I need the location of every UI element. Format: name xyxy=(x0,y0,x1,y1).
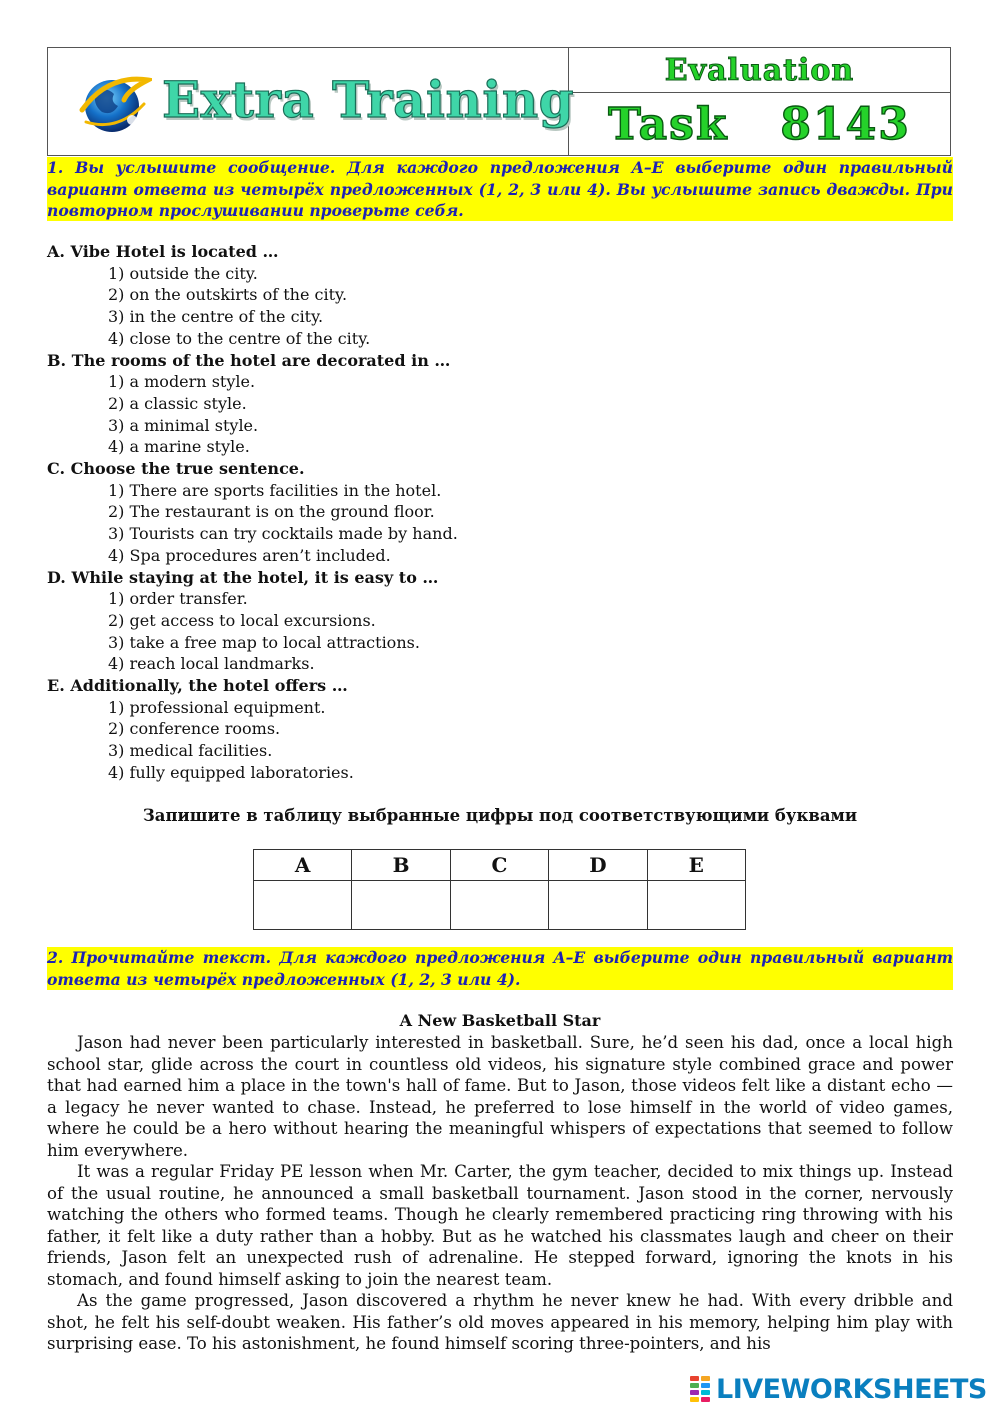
answer-header-e: E xyxy=(647,850,745,881)
story-paragraph: As the game progressed, Jason discovered a rhythm he never knew he had. With every dribble and shot, he felt his self-doubt weaken. His father’s old moves appeared in his memory, helping him play with surprising ease. To his astonishment, he found himself scoring three-pointers, and his xyxy=(47,1291,953,1353)
answer-option: 1) a modern style. xyxy=(108,372,256,392)
task-number: Task 8143 xyxy=(608,98,911,150)
story-text xyxy=(47,1032,953,1355)
answer-cell-d[interactable] xyxy=(549,881,647,930)
worksheet-header xyxy=(47,47,951,156)
evaluation-cell xyxy=(569,48,950,93)
answer-option: 3) medical facilities. xyxy=(108,741,273,761)
answer-table xyxy=(253,849,746,930)
answer-option: 2) conference rooms. xyxy=(108,719,281,739)
question-c xyxy=(47,458,747,567)
answer-cell-c[interactable] xyxy=(450,881,548,930)
question-stem: E. Additionally, the hotel offers … xyxy=(47,676,348,696)
brand-cell xyxy=(48,48,575,155)
story-paragraph: Jason had never been particularly interested in basketball. Sure, he’d seen his dad, once a local high school star, glide across the court in countless old videos, his signature style combined grace and power that had earned him a place in the town's hall of fame. But to Jason, those videos felt like a distant echo — a legacy he never wanted to chase. Instead, he preferred to lose himself in the world of video games, where he could be a hero without hearing the meaningful whispers of expectations that seemed to follow him everywhere. xyxy=(47,1033,953,1160)
answer-option: 3) a minimal style. xyxy=(108,415,259,435)
liveworksheets-icon xyxy=(690,1376,712,1402)
answer-option: 1) professional equipment. xyxy=(108,697,326,717)
answer-option: 2) on the outskirts of the city. xyxy=(108,285,348,305)
answer-cell-e[interactable] xyxy=(647,881,745,930)
answer-option: 1) There are sports facilities in the hotel. xyxy=(108,480,442,500)
story-paragraph: It was a regular Friday PE lesson when Mr. Carter, the gym teacher, decided to mix things up. Instead of the usual routine, he announced a small basketball tournament. Jason stood in the corner, nervously watching the others who formed teams. Though he clearly remembered practicing ring throwing with his father, it felt like a duty rather than a hobby. But as he watched his classmates laugh and cheer on their friends, Jason felt an unexpected rush of adrenaline. He stepped forward, ignoring the knots in his stomach, and found himself asking to join the nearest team. xyxy=(47,1162,953,1289)
question-stem: C. Choose the true sentence. xyxy=(47,459,305,479)
question-stem: D. While staying at the hotel, it is easy to … xyxy=(47,567,439,587)
answer-option: 2) get access to local excursions. xyxy=(108,610,376,630)
globe-icon xyxy=(78,70,152,136)
answer-option: 3) in the centre of the city. xyxy=(108,307,324,327)
answer-option: 4) a marine style. xyxy=(108,437,250,457)
story-title: A New Basketball Star xyxy=(399,1011,601,1030)
answer-option: 4) Spa procedures aren’t included. xyxy=(108,545,391,565)
answer-option: 2) The restaurant is on the ground floor. xyxy=(108,502,435,522)
task-cell xyxy=(569,48,950,155)
question-stem: B. The rooms of the hotel are decorated in … xyxy=(47,350,451,370)
answer-option: 1) order transfer. xyxy=(108,589,248,609)
answer-option: 3) Tourists can try cocktails made by hand. xyxy=(108,524,458,544)
answer-table-header xyxy=(254,850,746,881)
question-stem: A. Vibe Hotel is located … xyxy=(47,242,279,261)
question-e xyxy=(47,675,747,784)
answer-header-a: A xyxy=(254,850,352,881)
evaluation-label: Evaluation xyxy=(664,52,855,88)
answer-header-c: C xyxy=(450,850,548,881)
task-number-cell xyxy=(569,93,950,155)
liveworksheets-logo[interactable] xyxy=(690,1374,987,1404)
question-b xyxy=(47,350,747,459)
answer-cell-b[interactable] xyxy=(352,881,450,930)
answer-table-caption: Запишите в таблицу выбранные цифры под соответствующими буквами xyxy=(142,806,858,825)
question-d xyxy=(47,567,747,676)
answer-option: 4) reach local landmarks. xyxy=(108,654,315,674)
answer-option: 4) close to the centre of the city. xyxy=(108,328,371,348)
answer-option: 3) take a free map to local attractions. xyxy=(108,632,420,652)
brand-title: Extra Training xyxy=(162,70,575,129)
question-list xyxy=(47,241,747,784)
liveworksheets-wordmark: LIVEWORKSHEETS xyxy=(716,1373,987,1405)
answer-option: 4) fully equipped laboratories. xyxy=(108,762,354,782)
answer-header-b: B xyxy=(352,850,450,881)
answer-table-inputs xyxy=(254,881,746,930)
answer-option: 2) a classic style. xyxy=(108,393,247,413)
instruction-reading: 2. Прочитайте текст. Для каждого предложения A–E выберите один правильный вариант ответа из четырёх предложенных (1, 2, 3 или 4). xyxy=(47,948,953,989)
answer-header-d: D xyxy=(549,850,647,881)
instruction-listening: 1. Вы услышите сообщение. Для каждого предложения A–E выберите один правильный вариант ответа из четырёх предложенных (1, 2, 3 или 4). Вы услышите запись дважды. При повторном прослушивании проверьте себя. xyxy=(47,158,953,220)
answer-option: 1) outside the city. xyxy=(108,263,258,283)
question-a xyxy=(47,241,747,350)
answer-cell-a[interactable] xyxy=(254,881,352,930)
